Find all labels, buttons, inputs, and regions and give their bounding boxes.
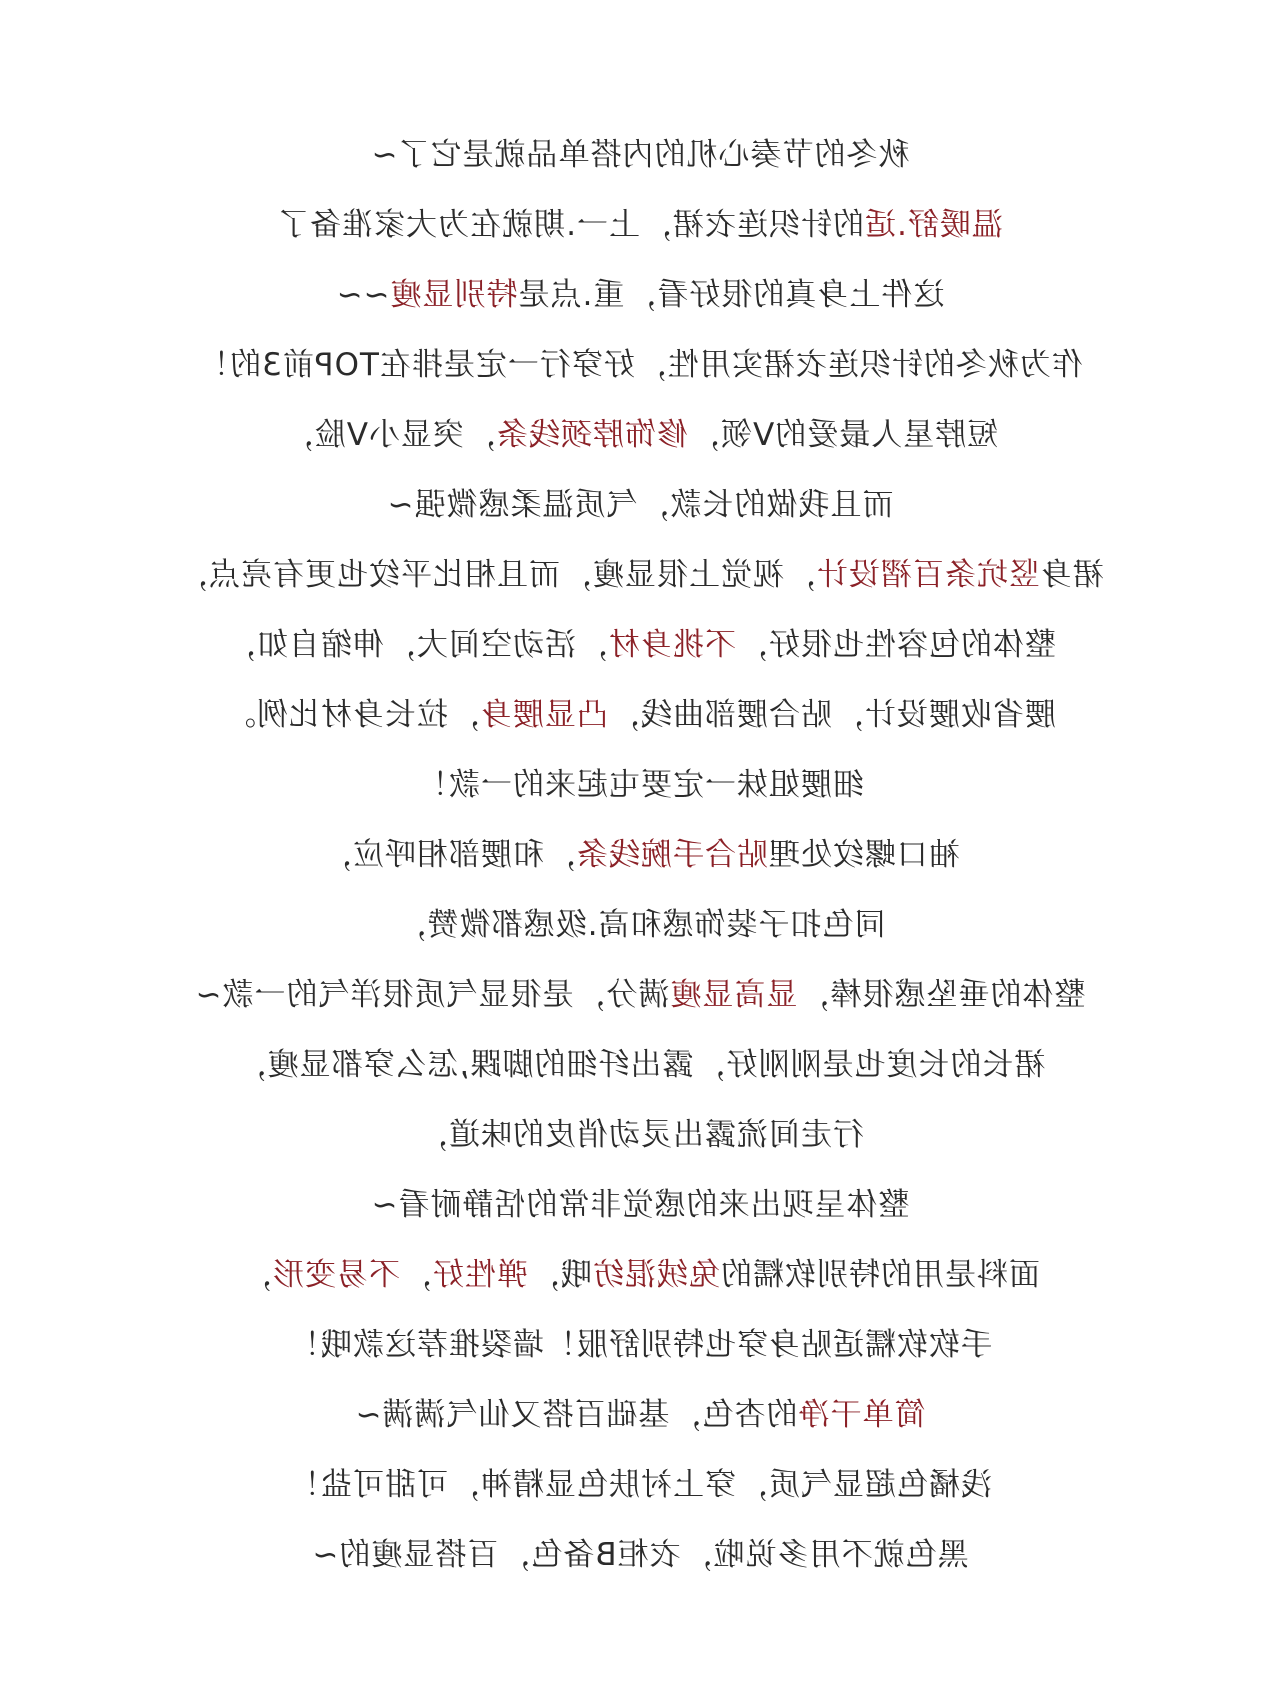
text-line bbox=[0, 190, 1280, 260]
body-text: 哦， bbox=[528, 1257, 592, 1293]
text-line bbox=[0, 1100, 1280, 1170]
body-text: ， bbox=[240, 1257, 272, 1293]
text-line bbox=[0, 1520, 1280, 1590]
body-text: 作为秋冬的针织连衣裙实用性，好穿行一定是排在TOP前3的！ bbox=[197, 347, 1083, 383]
highlighted-text: 凸显腰身 bbox=[480, 697, 608, 733]
highlighted-text: 温暖舒.适 bbox=[864, 207, 1003, 243]
text-line bbox=[0, 1240, 1280, 1310]
text-line bbox=[0, 120, 1280, 190]
body-text: 这件上身真的很好看，重.点是 bbox=[517, 277, 945, 313]
body-text: 满分，是很显气质很洋气的一款~ bbox=[194, 977, 670, 1013]
text-line bbox=[0, 470, 1280, 540]
body-text: ， bbox=[400, 1257, 432, 1293]
highlighted-text: 兔绒混纺 bbox=[592, 1257, 720, 1293]
body-text: 而且我做的长款，气质温柔感微强~ bbox=[386, 487, 894, 523]
body-text: 的杏色，基础百搭又仙气满满~ bbox=[354, 1397, 798, 1433]
body-text: 行走间流露出灵动俏皮的味道， bbox=[416, 1117, 864, 1153]
text-line bbox=[0, 400, 1280, 470]
body-text: 的针织连衣裙，上一.期就在为大家准备了 bbox=[277, 207, 864, 243]
body-text: 手软软糯适贴身穿也特别舒服！墙裂推荐这款哦！ bbox=[288, 1327, 992, 1363]
text-line bbox=[0, 1030, 1280, 1100]
body-text: 整体呈现出来的感觉非常的恬静耐看~ bbox=[370, 1187, 910, 1223]
body-text: 裙身 bbox=[1040, 557, 1104, 593]
highlighted-text: 不挑身材 bbox=[608, 627, 736, 663]
highlighted-text: 贴合手腕线条 bbox=[576, 837, 768, 873]
body-text: 裙长的长度也是刚刚好，露出纤细的脚踝,怎么穿都显瘦， bbox=[234, 1047, 1046, 1083]
text-line bbox=[0, 890, 1280, 960]
body-text: 黑色就不用多说啦，衣柜B备色，百搭显瘦的~ bbox=[311, 1537, 969, 1573]
body-text: 短脖星人最爱的V领， bbox=[688, 417, 999, 453]
text-line bbox=[0, 680, 1280, 750]
text-line bbox=[0, 330, 1280, 400]
highlighted-text: 显高显瘦 bbox=[669, 977, 798, 1013]
body-text: 秋冬的节奏心机的内搭单品就是它了~ bbox=[370, 137, 910, 173]
text-line bbox=[0, 1450, 1280, 1520]
highlighted-text: 简单干净 bbox=[797, 1397, 926, 1433]
body-text: 细腰姐妹一定要屯起来的一款！ bbox=[416, 767, 864, 803]
body-text: 袖口螺纹处理 bbox=[768, 837, 960, 873]
text-line bbox=[0, 540, 1280, 610]
highlighted-text: 不易变形 bbox=[272, 1257, 400, 1293]
body-text: ，拉长身材比例。 bbox=[224, 697, 480, 733]
body-text: 面料是用的特别软糯的 bbox=[720, 1257, 1040, 1293]
text-line bbox=[0, 1380, 1280, 1450]
highlighted-text: 竖坑条百褶设计 bbox=[816, 557, 1040, 593]
body-text: ，活动空间大，伸缩自如， bbox=[224, 627, 608, 663]
highlighted-text: 修饰脖颈线条 bbox=[496, 417, 688, 453]
text-line bbox=[0, 610, 1280, 680]
highlighted-text: 弹性好 bbox=[432, 1257, 528, 1293]
body-text: 整体的包容性也很好， bbox=[736, 627, 1056, 663]
body-text: ，突显小V脸， bbox=[281, 417, 496, 453]
body-text: 腰省收腰设计，贴合腰部曲线， bbox=[608, 697, 1056, 733]
text-line bbox=[0, 820, 1280, 890]
text-line bbox=[0, 960, 1280, 1030]
body-text: 同色扣子装饰感和高.级感都微赞， bbox=[394, 907, 886, 943]
text-line bbox=[0, 1310, 1280, 1380]
text-line bbox=[0, 1170, 1280, 1240]
body-text: 浅橘色超显气质，穿上衬肤色显精神，可甜可盐！ bbox=[288, 1467, 992, 1503]
mirrored-text-block bbox=[0, 120, 1280, 1590]
text-line bbox=[0, 260, 1280, 330]
body-text: ，视觉上很显瘦，而且相比平纹也更有亮点， bbox=[176, 557, 816, 593]
highlighted-text: 特别显瘦 bbox=[389, 277, 518, 313]
body-text: ，和腰部相呼应， bbox=[320, 837, 576, 873]
text-line bbox=[0, 750, 1280, 820]
body-text: 整体的垂坠感很棒， bbox=[797, 977, 1086, 1013]
body-text: ~~ bbox=[335, 277, 390, 313]
